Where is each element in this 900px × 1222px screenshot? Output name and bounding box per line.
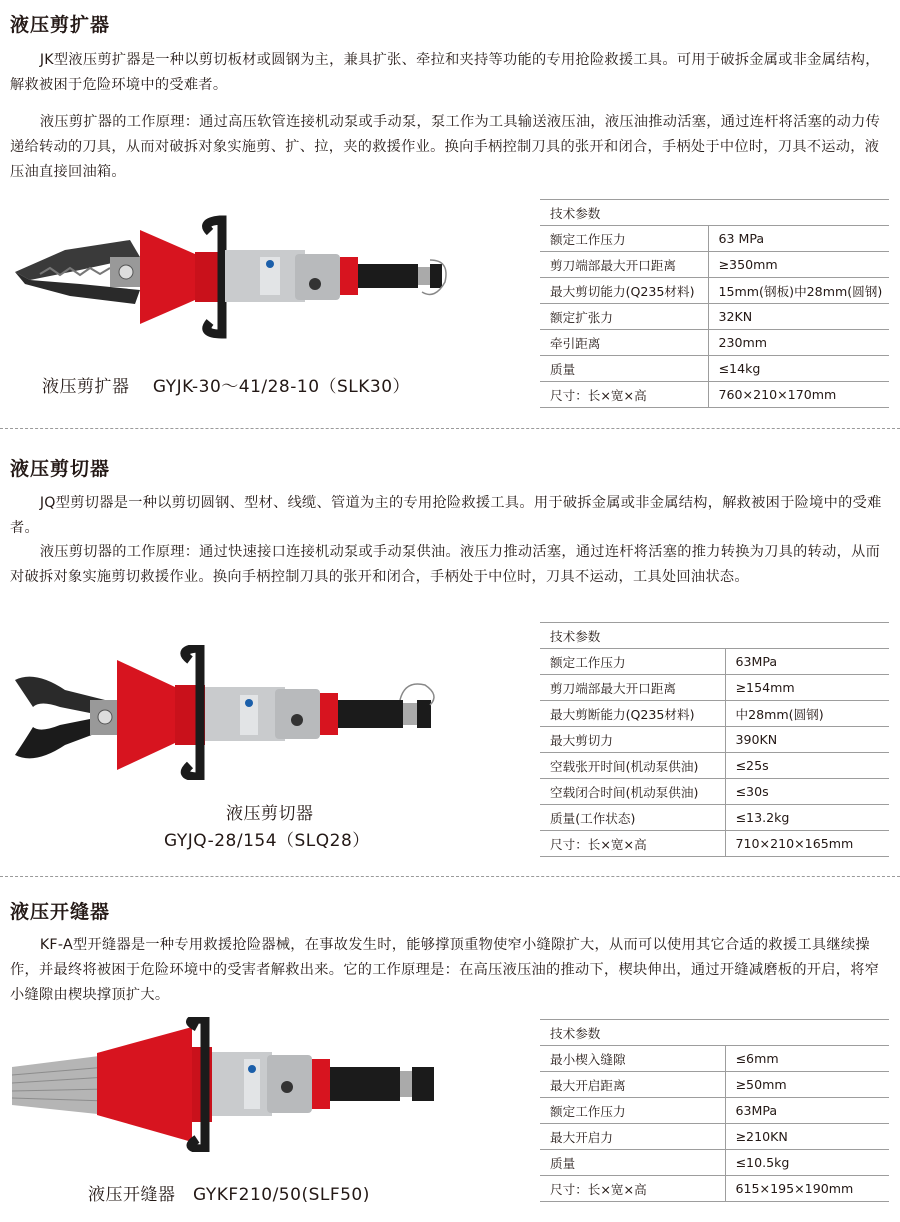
spec-row: 最大开启距离 ≥50mm (540, 1072, 889, 1098)
spec-row: 质量 ≤14kg (540, 356, 889, 382)
cutter-principle-paragraph: 液压剪切器的工作原理：通过快速接口连接机动泵或手动泵供油。液压力推动活塞，通过连杆将活塞的推力转换为刀具的转动，从而对破拆对象实施剪切救援作业。换向手柄控制刀具的张开和闭合，手柄处于中位时，刀具不运动，工具处回油状态。 (10, 544, 881, 585)
spec-row: 尺寸：长×宽×高 615×195×190mm (540, 1176, 889, 1202)
wedge-spec-table (540, 1019, 889, 1202)
wedge-caption: 液压开缝器 GYKF210/50(SLF50) (88, 1185, 370, 1205)
section-title-wedge: 液压开缝器 (10, 901, 111, 923)
section-title-cutter: 液压剪切器 (10, 458, 111, 480)
spreader-principle-paragraph: 液压剪扩器的工作原理：通过高压软管连接机动泵或手动泵，泵工作为工具输送液压油，液压油推动活塞，通过连杆将活塞的动力传递给转动的刀具，从而对破拆对象实施剪、扩、拉，夹的救援作业。换向手柄控制刀具的张开和闭合，手柄处于中位时，刀具不运动，液压油直接回油箱。 (10, 114, 881, 180)
spec-row: 空载闭合时间(机动泵供油) ≤30s (540, 779, 889, 805)
section-divider (0, 876, 900, 877)
spec-row: 最大剪断能力(Q235材料) 中28mm(圆钢) (540, 701, 889, 727)
cutter-caption-model: GYJQ-28/154（SLQ28） (164, 831, 370, 851)
spec-header: 技术参数 (540, 1020, 889, 1046)
spec-row: 空载张开时间(机动泵供油) ≤25s (540, 753, 889, 779)
spec-row: 额定工作压力 63 MPa (540, 226, 889, 252)
section-title-spreader: 液压剪扩器 (10, 14, 111, 36)
spec-row: 尺寸：长×宽×高 710×210×165mm (540, 831, 889, 857)
wedge-intro-paragraph: KF-A型开缝器是一种专用救援抢险器械，在事故发生时，能够撑顶重物使窄小缝隙扩大，从而可以使用其它合适的救援工具继续操作，并最终将被困于危险环境中的受害者解救出来。它的工作原理是：在高压液压油的推动下，楔块伸出，通过开缝减磨板的开启，将窄小缝隙由楔块撑顶扩大。 (10, 937, 880, 1003)
cutter-tool-image (5, 645, 445, 780)
cutter-intro-paragraph: JQ型剪切器是一种以剪切圆钢、型材、线缆、管道为主的专用抢险救援工具。用于破拆金属或非金属结构，解救被困于险境中的受难者。 (10, 495, 882, 536)
spec-row: 牵引距离 230mm (540, 330, 889, 356)
spreader-intro-paragraph: JK型液压剪扩器是一种以剪切板材或圆钢为主，兼具扩张、牵拉和夹持等功能的专用抢险救援工具。可用于破拆金属或非金属结构，解救被困于危险环境中的受难者。 (10, 52, 880, 93)
spec-row: 质量(工作状态) ≤13.2kg (540, 805, 889, 831)
spec-row: 最大剪切能力(Q235材料) 15mm(钢板)中28mm(圆钢) (540, 278, 889, 304)
spec-header: 技术参数 (540, 623, 889, 649)
spec-header: 技术参数 (540, 200, 889, 226)
spec-row: 额定工作压力 63MPa (540, 649, 889, 675)
spec-row: 剪刀端部最大开口距离 ≥154mm (540, 675, 889, 701)
spec-row: 剪刀端部最大开口距离 ≥350mm (540, 252, 889, 278)
spec-row: 额定扩张力 32KN (540, 304, 889, 330)
wedge-tool-image (12, 1017, 442, 1152)
spreader-spec-table (540, 199, 889, 408)
spec-row: 最小楔入缝隙 ≤6mm (540, 1046, 889, 1072)
cutter-caption-name: 液压剪切器 (226, 804, 314, 824)
spreader-caption: 液压剪扩器 GYJK-30～41/28-10（SLK30） (42, 377, 411, 397)
spec-row: 质量 ≤10.5kg (540, 1150, 889, 1176)
spec-row: 尺寸：长×宽×高 760×210×170mm (540, 382, 889, 408)
spec-row: 额定工作压力 63MPa (540, 1098, 889, 1124)
spreader-tool-image (10, 212, 450, 342)
spec-row: 最大开启力 ≥210KN (540, 1124, 889, 1150)
spec-row: 最大剪切力 390KN (540, 727, 889, 753)
section-divider (0, 428, 900, 429)
cutter-spec-table (540, 622, 889, 857)
